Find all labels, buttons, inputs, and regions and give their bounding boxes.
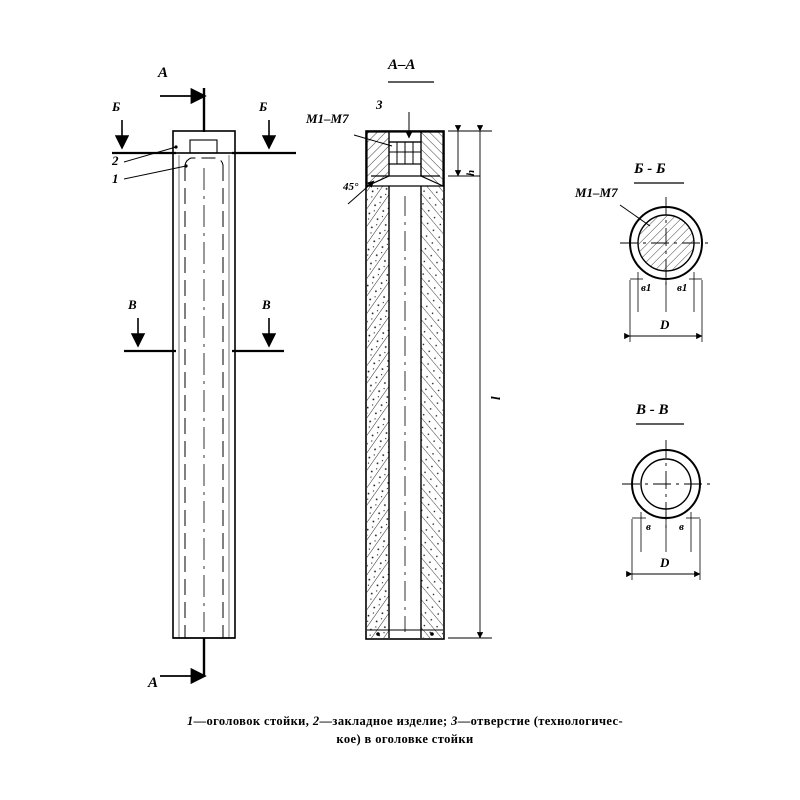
figure-caption bbox=[60, 712, 750, 748]
caption-text-3: —отверстие (технологичес- bbox=[457, 714, 624, 728]
leader-item1-dot bbox=[184, 164, 187, 167]
dim-label-h: h bbox=[465, 169, 477, 176]
caption-num-3: 3 bbox=[451, 714, 458, 728]
bore-top-hidden-curve bbox=[185, 158, 223, 165]
dim-label-l: l bbox=[488, 396, 503, 400]
cap-steel-right bbox=[421, 132, 443, 186]
marker-a-bottom: А bbox=[148, 675, 159, 691]
section-bb-title: Б - Б bbox=[634, 161, 666, 177]
caption-text-1: —оголовок стойки, bbox=[193, 714, 313, 728]
column-cap-outline bbox=[173, 131, 235, 153]
embedded-plate bbox=[389, 132, 421, 142]
dim-label-D-top: D bbox=[660, 317, 670, 332]
marker-b-right: Б bbox=[259, 99, 268, 114]
leader-item1 bbox=[124, 166, 186, 179]
bottom-dot-right bbox=[430, 632, 434, 636]
callout-item2: 2 bbox=[112, 153, 119, 168]
wall-hatch-right bbox=[421, 186, 443, 638]
dim-label-b1-right: в1 bbox=[677, 282, 688, 294]
section-aa-title: А–А bbox=[388, 57, 416, 73]
caption-text-2: —закладное изделие; bbox=[319, 714, 452, 728]
cap-funnel bbox=[389, 164, 421, 176]
dim-label-b-right: в bbox=[679, 521, 684, 533]
section-aa-view bbox=[348, 82, 492, 639]
marker-b-left: Б bbox=[112, 99, 121, 114]
callout-item1: 1 bbox=[112, 171, 119, 186]
section-vv-title: В - В bbox=[636, 402, 669, 418]
caption-num-1: 1 bbox=[186, 714, 194, 728]
bolts-label-bb: М1–М7 bbox=[575, 185, 618, 200]
leader-item2-dot bbox=[174, 145, 177, 148]
dim-label-b-left: в bbox=[646, 521, 651, 533]
bottom-dot-left bbox=[376, 632, 380, 636]
elevation-view bbox=[112, 88, 296, 676]
angle-label: 45° bbox=[343, 181, 359, 193]
dim-label-b1-left: в1 bbox=[641, 282, 652, 294]
wall-hatch-left bbox=[367, 186, 389, 638]
cap-technological-hole bbox=[190, 140, 217, 153]
marker-v-left: В bbox=[128, 297, 137, 312]
dim-label-D-bottom: D bbox=[660, 555, 670, 570]
bolts-label-aa: М1–М7 bbox=[306, 111, 349, 126]
marker-a-top: А bbox=[158, 65, 169, 81]
leader-item2 bbox=[124, 147, 176, 162]
caption-line-2: кое) в оголовке стойки bbox=[336, 732, 474, 747]
callout-item3: 3 bbox=[376, 97, 383, 112]
marker-v-right: В bbox=[262, 297, 271, 312]
caption-num-2: 2 bbox=[312, 714, 320, 728]
